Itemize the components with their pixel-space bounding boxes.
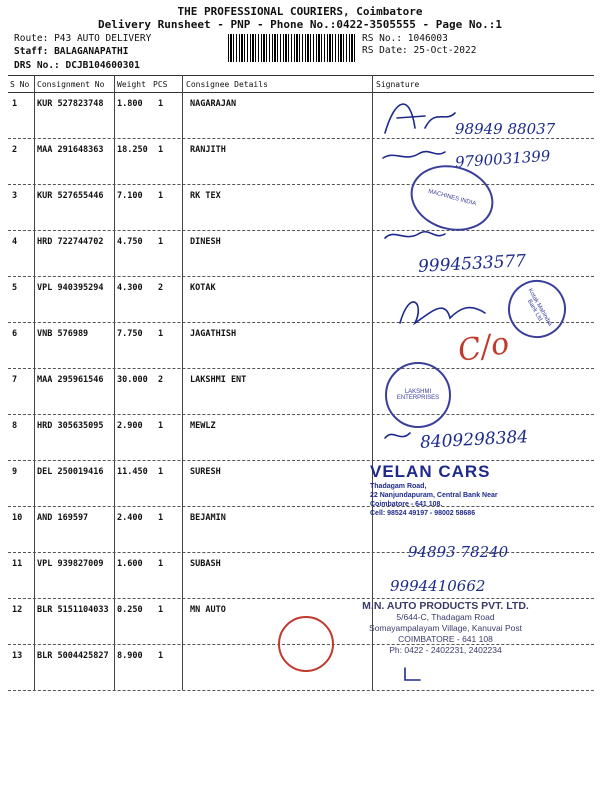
row-consignment: VPL 940395294	[37, 283, 104, 293]
row-sno: 7	[12, 375, 18, 385]
row-consignee: MEWLZ	[190, 421, 216, 431]
machines-stamp: MACHINES INDIA	[403, 156, 501, 240]
row-pcs: 1	[158, 467, 164, 477]
row-pcs: 1	[158, 421, 164, 431]
signature-row-2	[383, 152, 445, 158]
row-consignee: MN AUTO	[190, 605, 226, 615]
rs-date-label: RS Date:	[362, 45, 408, 56]
row-consignment: MAA 295961546	[37, 375, 104, 385]
row-sno: 5	[12, 283, 18, 293]
row-consignee: BEJAMIN	[190, 513, 226, 523]
row-consignee: LAKSHMI ENT	[190, 375, 247, 385]
mn-line: COIMBATORE - 641 108	[398, 634, 493, 644]
row-pcs: 1	[158, 651, 164, 661]
handwritten-phone-4: 9994533577	[417, 251, 527, 277]
row-weight: 4.300	[117, 283, 143, 293]
row-sno: 12	[12, 605, 23, 615]
row-consignee: NAGARAJAN	[190, 99, 237, 109]
row-consignment: KUR 527655446	[37, 191, 104, 201]
mn-line: Somayampalayam Village, Kanuvai Post	[369, 623, 522, 633]
row-consignee: KOTAK	[190, 283, 216, 293]
row-weight: 2.400	[117, 513, 143, 523]
kotak-stamp: Kotak Mahindra Bank Ltd	[497, 269, 576, 348]
handwritten-phone-2: 9790031399	[454, 146, 551, 172]
row-pcs: 2	[158, 283, 164, 293]
rs-no-label: RS No.:	[362, 33, 403, 44]
col-weight: Weight	[117, 80, 146, 89]
row-weight: 7.750	[117, 329, 143, 339]
row-consignment: HRD 722744702	[37, 237, 104, 247]
row-separator	[8, 690, 594, 691]
drs-line	[14, 60, 140, 72]
handwritten-co-mark: C/o	[455, 325, 512, 370]
row-sno: 4	[12, 237, 18, 247]
handwritten-phone-10: 94893 78240	[408, 543, 509, 561]
row-sno: 1	[12, 99, 18, 109]
col-sno: S No	[10, 80, 30, 89]
row-weight: 7.100	[117, 191, 143, 201]
col-consignment: Consignment No	[37, 80, 105, 89]
row-consignee: DINESH	[190, 237, 221, 247]
rs-no-line	[362, 33, 448, 45]
row-weight: 18.250	[117, 145, 148, 155]
row-sno: 13	[12, 651, 23, 661]
row-consignment: MAA 291648363	[37, 145, 104, 155]
row-sno: 10	[12, 513, 23, 523]
col-signature: Signature	[376, 80, 420, 89]
row-weight: 2.900	[117, 421, 143, 431]
row-weight: 0.250	[117, 605, 143, 615]
signature-row-8	[385, 433, 410, 438]
row-consignee: RANJITH	[190, 145, 226, 155]
signature-row-12	[405, 668, 420, 680]
drs-label: DRS No.:	[14, 60, 60, 71]
barcode	[228, 34, 356, 62]
row-sno: 3	[12, 191, 18, 201]
table-top-rule	[8, 75, 594, 76]
row-consignment: VNB 576989	[37, 329, 89, 339]
velan-cars-stamp	[370, 462, 560, 518]
velan-line: Coimbatore - 641 108.	[370, 501, 443, 508]
row-pcs: 1	[158, 605, 164, 615]
row-consignee: SUBASH	[190, 559, 221, 569]
row-pcs: 1	[158, 329, 164, 339]
runsheet-header	[0, 5, 600, 31]
row-sno: 9	[12, 467, 18, 477]
col-consignee: Consignee Details	[186, 80, 268, 89]
mn-line: Ph: 0422 - 2402231, 2402234	[389, 645, 502, 655]
row-consignee: SURESH	[190, 467, 221, 477]
signature-row-4	[385, 232, 445, 238]
row-weight: 8.900	[117, 651, 143, 661]
row-weight: 1.800	[117, 99, 143, 109]
row-consignee: RK TEX	[190, 191, 221, 201]
row-consignment: HRD 305635095	[37, 421, 104, 431]
rs-no-value: 1046003	[407, 33, 448, 44]
velan-title: VELAN CARS	[370, 462, 491, 481]
mn-auto-stamp	[338, 600, 553, 656]
route-label: Route:	[14, 33, 49, 44]
signature-row-5	[400, 302, 485, 323]
company-title: THE PROFESSIONAL COURIERS, Coimbatore	[177, 5, 423, 18]
row-weight: 4.750	[117, 237, 143, 247]
row-sno: 2	[12, 145, 18, 155]
velan-line: Cell: 98524 49197 - 98002 58686	[370, 510, 476, 517]
rs-date-line	[362, 45, 476, 57]
red-circle-mark	[278, 616, 334, 672]
row-weight: 11.450	[117, 467, 148, 477]
row-sno: 8	[12, 421, 18, 431]
handwritten-phone-8: 8409298384	[419, 427, 529, 453]
mn-line: 5/644-C, Thadagam Road	[396, 612, 495, 622]
col-pcs: PCS	[153, 80, 168, 89]
velan-line: 22 Nanjundapuram, Central Bank Near	[370, 492, 498, 499]
velan-line: Thadagam Road,	[370, 483, 427, 490]
lakshmi-stamp: LAKSHMI ENTERPRISES	[385, 362, 451, 428]
row-consignment: BLR 5004425827	[37, 651, 109, 661]
handwritten-phone-1: 98949 88037	[455, 120, 556, 138]
row-pcs: 1	[158, 191, 164, 201]
row-consignment: DEL 250019416	[37, 467, 104, 477]
row-pcs: 1	[158, 559, 164, 569]
staff-label: Staff:	[14, 46, 49, 57]
row-consignment: BLR 5151104033	[37, 605, 109, 615]
row-sno: 11	[12, 559, 23, 569]
row-pcs: 1	[158, 237, 164, 247]
row-consignment: VPL 939827009	[37, 559, 104, 569]
row-consignee: JAGATHISH	[190, 329, 237, 339]
row-pcs: 1	[158, 145, 164, 155]
row-pcs: 1	[158, 99, 164, 109]
rs-date-value: 25-Oct-2022	[413, 45, 477, 56]
row-consignment: KUR 527823748	[37, 99, 104, 109]
row-weight: 1.600	[117, 559, 143, 569]
row-sno: 6	[12, 329, 18, 339]
mn-title: M.N. AUTO PRODUCTS PVT. LTD.	[362, 600, 529, 612]
signature-row-1	[385, 104, 455, 133]
row-weight: 30.000	[117, 375, 148, 385]
staff-value: BALAGANAPATHI	[54, 46, 129, 57]
row-consignment: AND 169597	[37, 513, 89, 523]
row-pcs: 2	[158, 375, 164, 385]
handwritten-phone-11: 9994410662	[390, 577, 486, 595]
route-value: P43 AUTO DELIVERY	[54, 33, 152, 44]
staff-line	[14, 46, 128, 58]
route-line	[14, 33, 151, 45]
runsheet-subtitle: Delivery Runsheet - PNP - Phone No.:0422-3505555 - Page No.:1	[98, 18, 502, 31]
row-pcs: 1	[158, 513, 164, 523]
drs-value: DCJB104600301	[65, 60, 140, 71]
